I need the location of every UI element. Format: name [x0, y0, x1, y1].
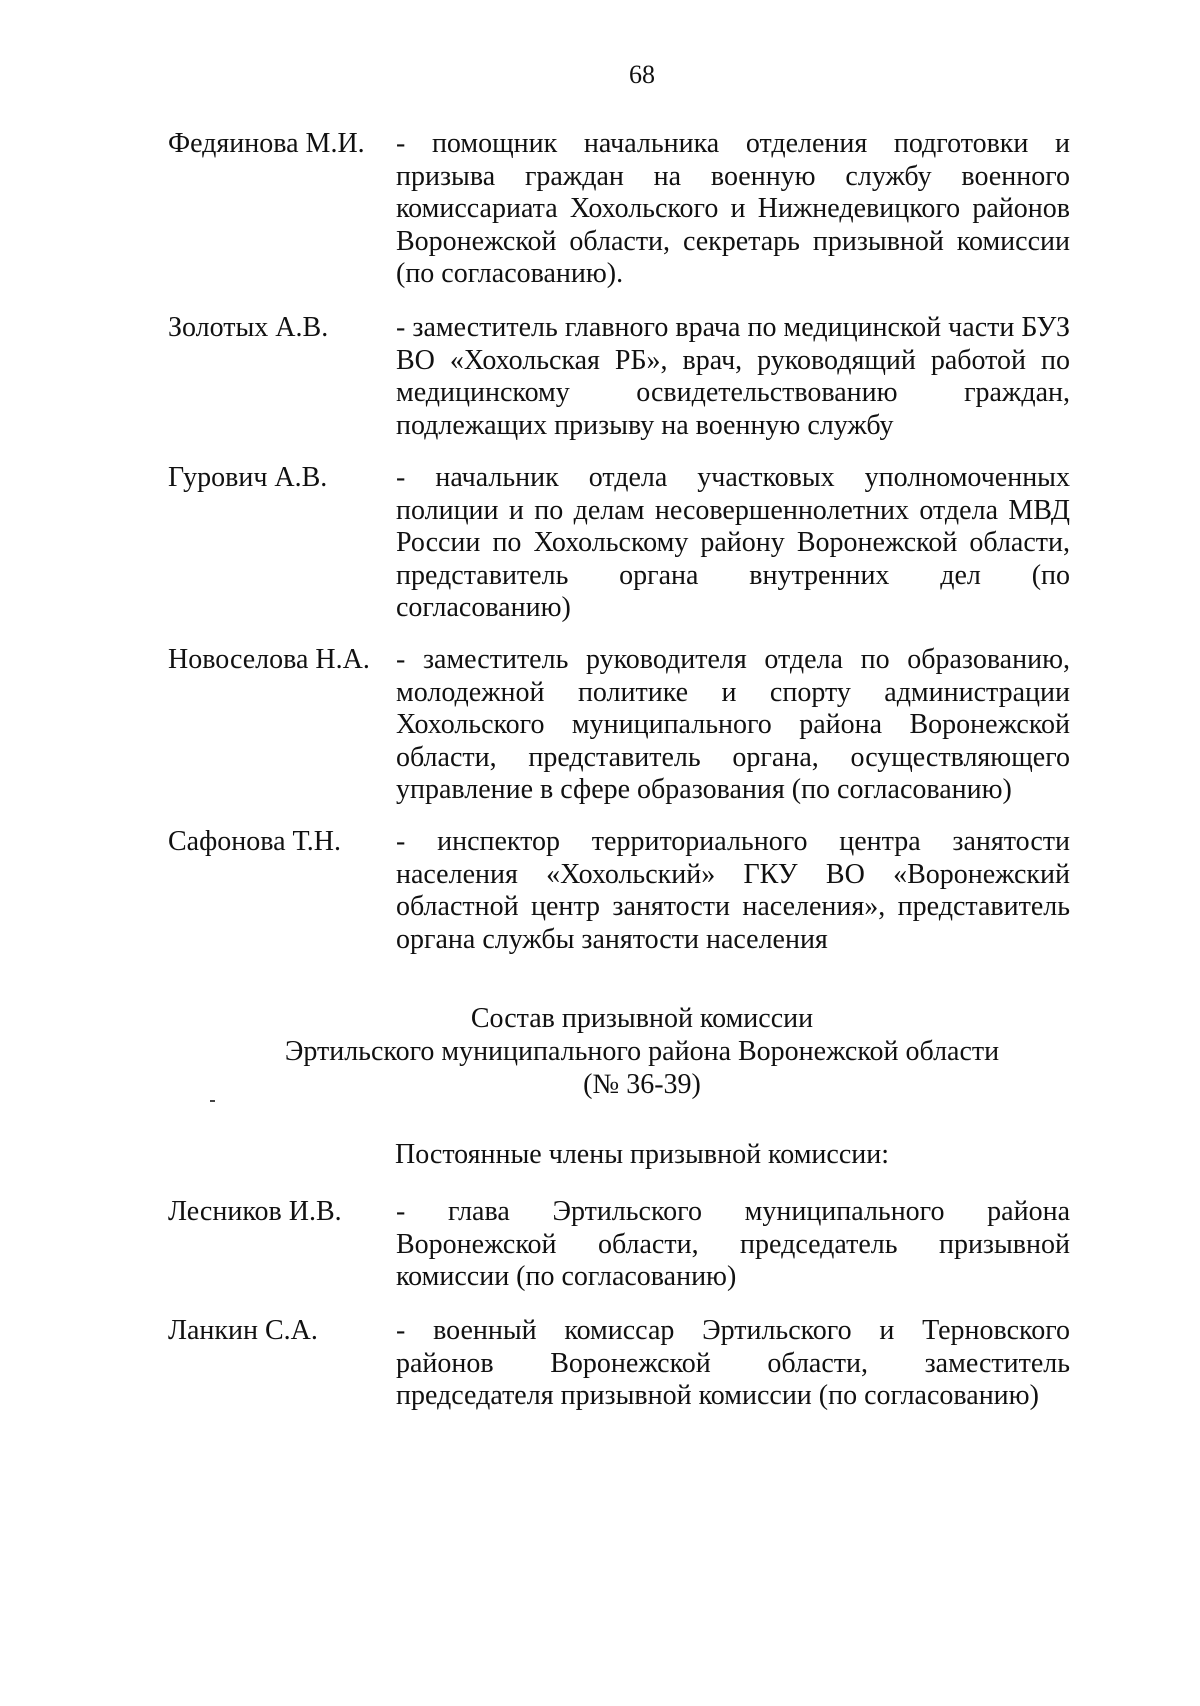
member-description: - инспектор территориального центра занятости населения «Хохольский» ГКУ ВО «Воронежский областной центр занятости населения», представитель органа службы занятости населения	[396, 826, 1070, 955]
section-heading-line-1: Состав призывной комиссии	[470, 1003, 814, 1034]
member-description: - заместитель руководителя отдела по образованию, молодежной политике и спорту администрации Хохольского муниципального района Воронежской области, представитель органа, осуществляющего управление в сфере образования (по согласованию)	[396, 644, 1070, 805]
member-name: Сафонова Т.Н.	[168, 826, 342, 857]
member-description: - начальник отдела участковых уполномоченных полиции и по делам несовершеннолетних отдела МВД России по Хохольскому району Воронежской области, представитель органа внутренних дел (по согласованию)	[396, 462, 1070, 623]
member-name: Федяинова М.И.	[168, 128, 365, 159]
section-heading-line-3: (№ 36-39)	[583, 1069, 701, 1100]
member-description: - заместитель главного врача по медицинской части БУЗ ВО «Хохольская РБ», врач, руководящий работой по медицинскому освидетельствованию граждан, подлежащих призыву на военную службу	[396, 312, 1070, 441]
member-description: - военный комиссар Эртильского и Терновского районов Воронежской области, заместитель председателя призывной комиссии (по согласованию)	[396, 1315, 1070, 1411]
member-name: Новоселова Н.А.	[168, 644, 370, 675]
member-description: - помощник начальника отделения подготовки и призыва граждан на военную службу военного комиссариата Хохольского и Нижнедевицкого районов Воронежской области, секретарь призывной комиссии (по согласованию).	[396, 128, 1070, 289]
permanent-members-title: Постоянные члены призывной комиссии:	[394, 1139, 890, 1170]
scan-artifact	[210, 1100, 215, 1102]
section-heading	[0, 1002, 1200, 1101]
page-number: 68	[629, 60, 655, 89]
member-name: Ланкин С.А.	[168, 1315, 318, 1346]
member-name: Лесников И.В.	[168, 1196, 342, 1227]
member-name: Гурович А.В.	[168, 462, 328, 493]
section-heading-line-2: Эртильского муниципального района Воронежской области	[284, 1036, 1000, 1067]
member-name: Золотых А.В.	[168, 312, 329, 343]
member-description: - глава Эртильского муниципального района Воронежской области, председатель призывной комиссии (по согласованию)	[396, 1196, 1070, 1292]
